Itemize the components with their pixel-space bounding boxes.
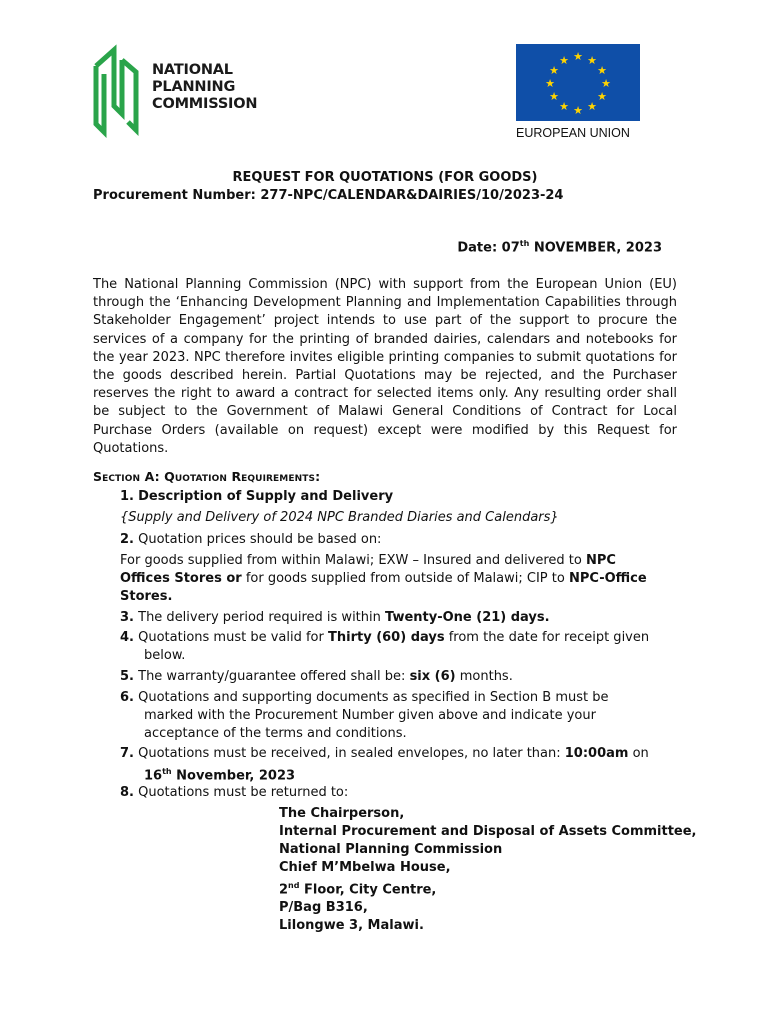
item-text: Quotations must be returned to:: [138, 785, 349, 800]
item-number: 4.: [120, 630, 134, 645]
svg-text:★: ★: [573, 104, 583, 117]
svg-text:★: ★: [549, 64, 559, 77]
item-number: 8.: [120, 785, 134, 800]
npc-logo-text: [152, 62, 257, 113]
address-line: National Planning Commission: [279, 842, 503, 857]
item-5: [120, 668, 513, 686]
item-1-subtitle: {Supply and Delivery of 2024 NPC Branded Diaries and Calendars}: [120, 510, 559, 525]
item-6: [120, 689, 640, 743]
item-1: [120, 488, 393, 506]
item-bold: Twenty-One (21) days.: [385, 610, 550, 625]
item-2: [120, 531, 381, 549]
address-line: Chief M’Mbelwa House,: [279, 860, 451, 875]
document-date: [457, 239, 662, 255]
address-line: Lilongwe 3, Malawi.: [279, 918, 424, 934]
item-bold: 10:00am: [564, 746, 629, 761]
item-text: Quotations must be received, in sealed envelopes, no later than:: [138, 746, 565, 761]
item-8: [120, 784, 348, 802]
item-3: [120, 609, 550, 627]
npc-logo-line: NATIONAL: [152, 62, 233, 78]
item-bold: six (6): [409, 669, 456, 684]
npc-logo-line: PLANNING: [152, 79, 236, 95]
eu-label: EUROPEAN UNION: [516, 126, 630, 140]
item-text: The warranty/guarantee offered shall be:: [138, 669, 410, 684]
date-label: Date: 07: [457, 240, 520, 256]
detail-bold: NPC Offices Stores or: [120, 553, 616, 586]
address-floor-num: 2: [279, 882, 289, 898]
item-title: Description of Supply and Delivery: [138, 489, 394, 504]
detail-bold: NPC-Office Stores.: [120, 571, 647, 604]
detail-part: for goods supplied from outside of Malawi; CIP to: [241, 571, 569, 586]
item-rest: months.: [455, 669, 513, 684]
address-line: The Chairperson,: [279, 806, 405, 821]
svg-text:★: ★: [573, 50, 583, 63]
section-a-heading: Section A: Quotation Requirements:: [93, 469, 321, 484]
item-rest: from the date for receipt given below.: [144, 630, 650, 663]
date-suffix: th: [519, 239, 530, 248]
item-4: [120, 629, 665, 665]
date-rest: NOVEMBER, 2023: [533, 240, 662, 256]
item-number: 2.: [120, 532, 134, 547]
svg-text:★: ★: [549, 90, 559, 103]
svg-text:★: ★: [545, 77, 555, 90]
procurement-label: Procurement Number:: [93, 188, 256, 203]
address-line: [279, 877, 697, 899]
svg-text:★: ★: [587, 100, 597, 113]
eu-flag-icon: [516, 44, 640, 121]
npc-logo-line: COMMISSION: [152, 96, 258, 112]
item-text: Quotations and supporting documents as specified in Section B must be marked with the Procurement Number given above and indicate your acceptance of the terms and conditions.: [138, 690, 609, 741]
item-7: [120, 745, 670, 763]
procurement-value: 277-NPC/CALENDAR&DAIRIES/10/2023-24: [260, 188, 564, 203]
item-7-date: [144, 763, 295, 785]
date-day: 16: [144, 768, 163, 784]
procurement-number: [93, 188, 563, 203]
item-number: 6.: [120, 690, 134, 705]
svg-text:★: ★: [597, 90, 607, 103]
address-line: P/Bag B316,: [279, 900, 368, 916]
item-rest: on: [628, 746, 649, 761]
svg-text:★: ★: [601, 77, 611, 90]
item-bold: Thirty (60) days: [327, 630, 445, 645]
item-number: 5.: [120, 669, 134, 684]
item-text: Quotations must be valid for: [138, 630, 328, 645]
item-number: 7.: [120, 746, 134, 761]
detail-part: For goods supplied from within Malawi; EXW – Insured and delivered to: [120, 553, 586, 568]
document-title: REQUEST FOR QUOTATIONS (FOR GOODS): [232, 170, 538, 185]
address-floor-sup: nd: [288, 881, 300, 890]
item-number: 1.: [120, 489, 134, 504]
intro-paragraph: The National Planning Commission (NPC) with support from the European Union (EU) through the ‘Enhancing Development Planning and Implementation Capabilities through Stakeholder Engagement’ project intends to use part of the support to procure the services of a company for the printing of branded dairies, calendars and notebooks for the year 2023. NPC therefore invites eligible printing companies to submit quotations for the goods described herein. Partial Quotations may be rejected, and the Purchaser reserves the right to award a contract for selected items only. Any resulting order shall be subject to the Government of Malawi General Conditions of Contract for Local Purchase Orders (available on request) except were modified by this Request for Quotations.: [93, 277, 677, 456]
date-sup: th: [162, 767, 172, 776]
return-address: [279, 805, 697, 935]
svg-text:★: ★: [559, 100, 569, 113]
date-rest: November, 2023: [171, 768, 296, 784]
item-number: 3.: [120, 610, 134, 625]
svg-text:★: ★: [597, 64, 607, 77]
address-line: Internal Procurement and Disposal of Assets Committee,: [279, 824, 697, 839]
svg-text:★: ★: [587, 54, 597, 67]
item-text: Quotation prices should be based on:: [138, 532, 382, 547]
item-2-detail: [120, 552, 665, 606]
item-text: The delivery period required is within: [138, 610, 385, 625]
svg-text:★: ★: [559, 54, 569, 67]
address-floor-rest: Floor, City Centre,: [299, 882, 437, 898]
